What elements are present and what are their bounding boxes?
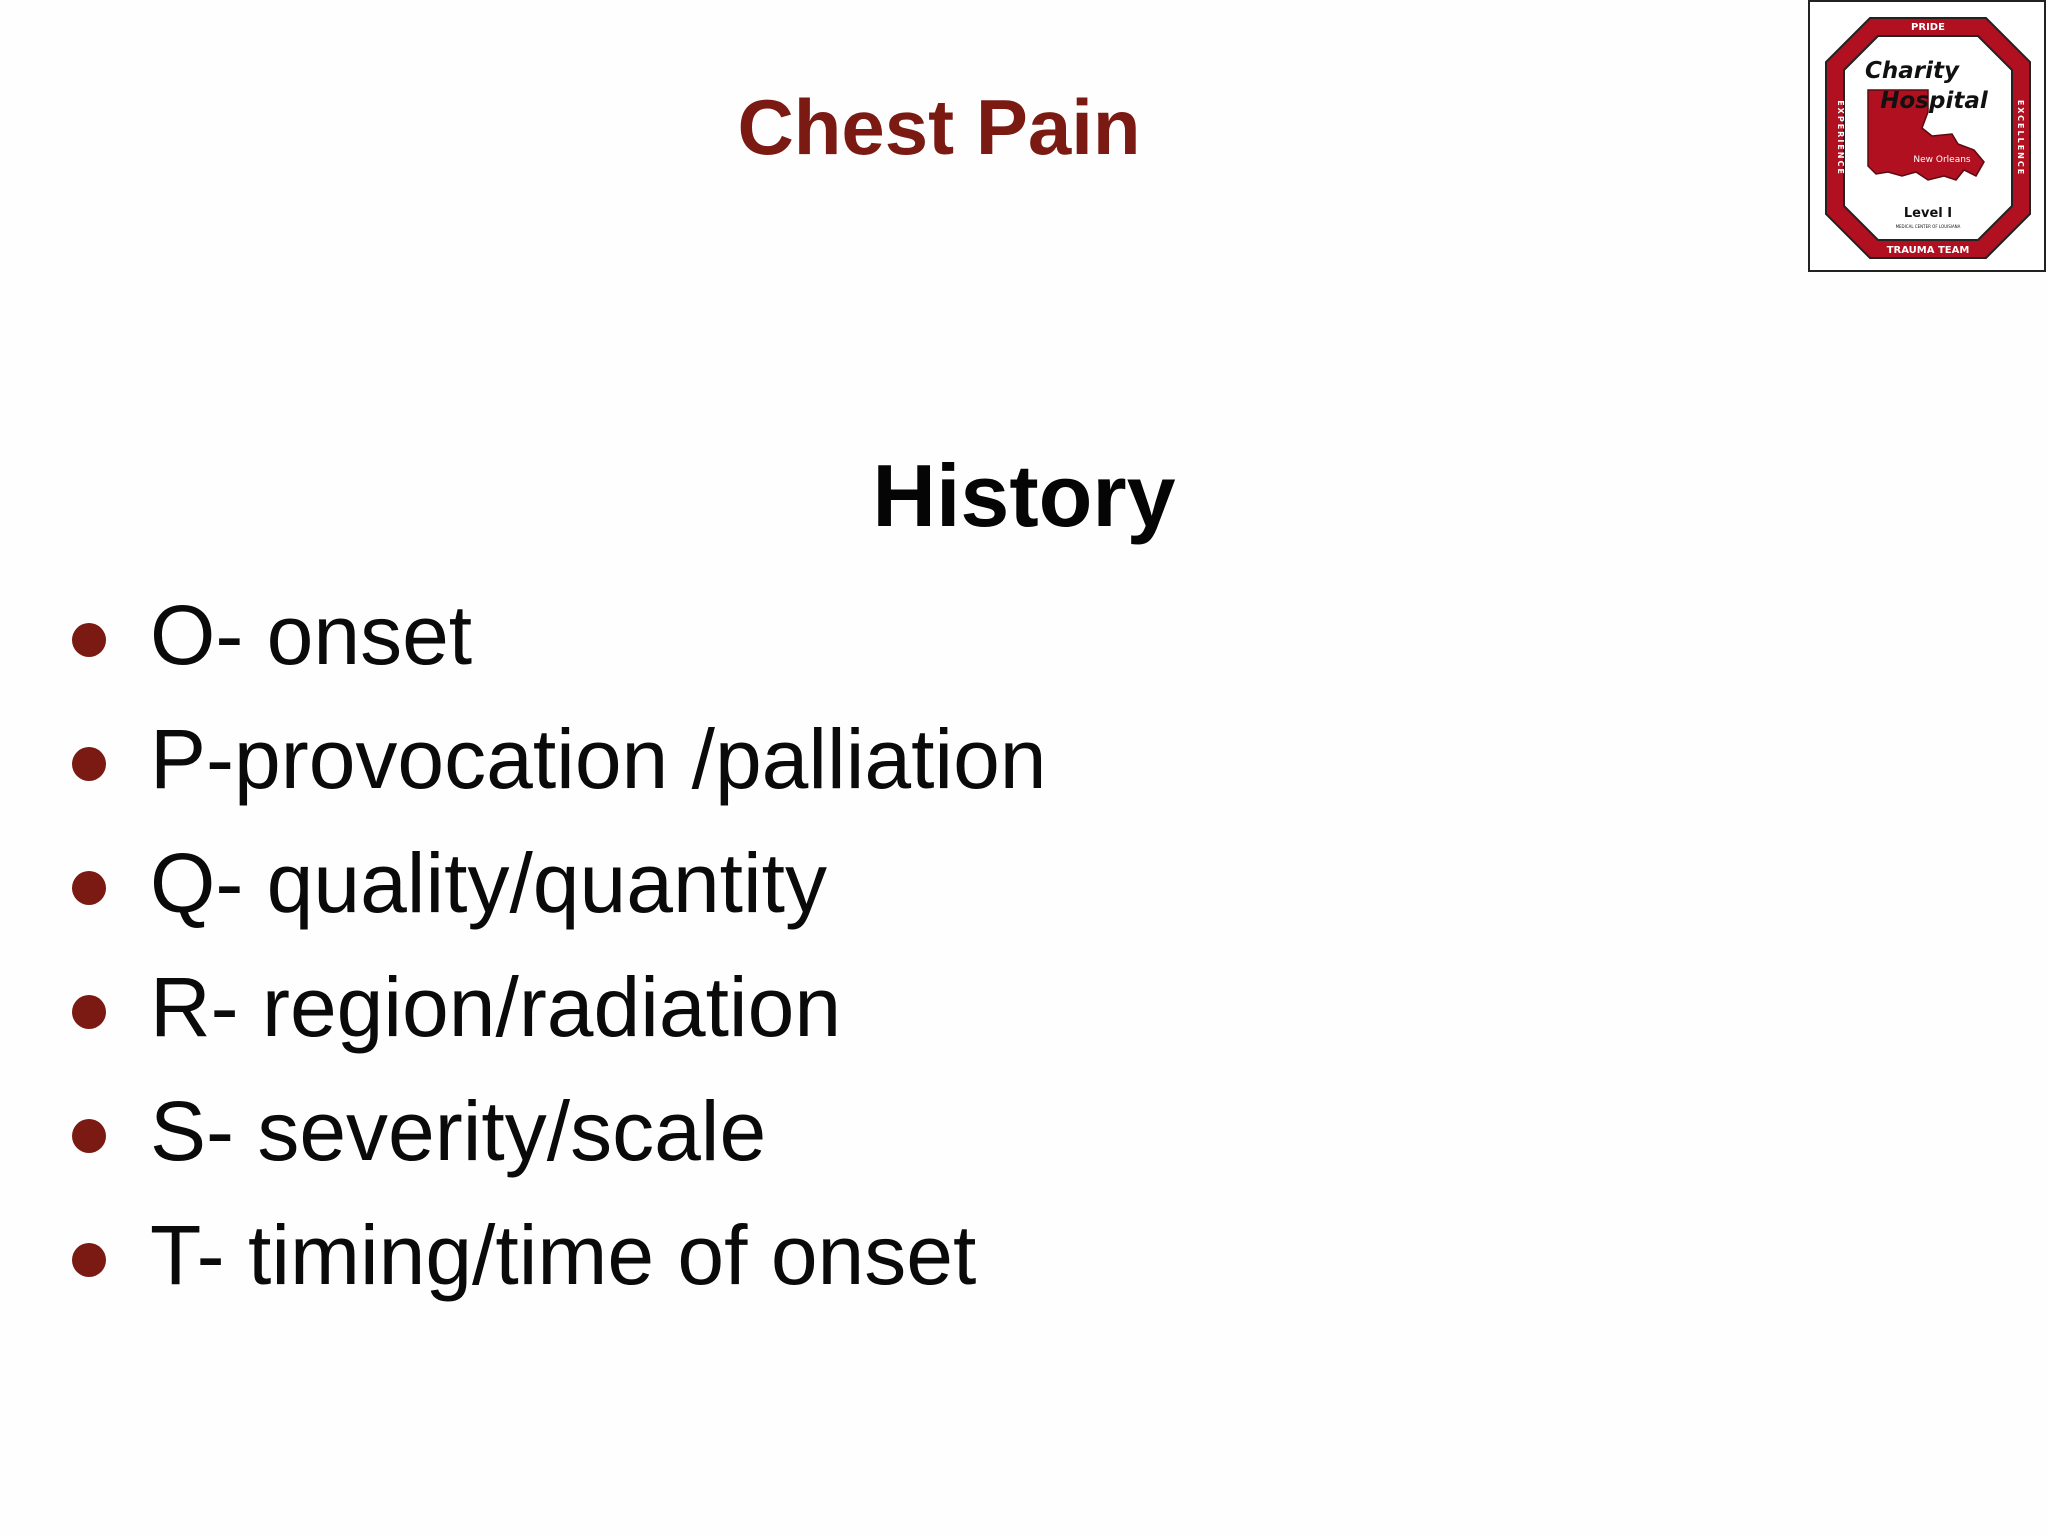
logo-top-text: PRIDE [1911, 22, 1945, 33]
list-item [72, 1069, 1047, 1193]
bullet-text: S- severity/scale [150, 1084, 767, 1178]
bullet-text: R- region/radiation [150, 960, 842, 1054]
logo-name-line2: Hospital [1880, 88, 1988, 114]
bullet-icon [72, 871, 106, 905]
bullet-text: P-provocation /palliation [150, 712, 1047, 806]
logo-bottom-text: TRAUMA TEAM [1886, 245, 1970, 256]
logo-small-text: MEDICAL CENTER OF LOUISIANA [1895, 224, 1961, 229]
list-item [72, 945, 1047, 1069]
list-item [72, 697, 1047, 821]
slide-subtitle: History [872, 446, 1176, 545]
logo-left-text: EXPERIENCE [1836, 100, 1845, 176]
logo-name-line1: Charity [1865, 58, 1959, 84]
logo-right-text: EXCELLENCE [2016, 99, 2025, 177]
bullet-icon [72, 747, 106, 781]
bullet-text: Q- quality/quantity [150, 836, 828, 930]
logo-city: New Orleans [1913, 155, 1971, 165]
bullet-icon [72, 623, 106, 657]
list-item [72, 821, 1047, 945]
bullet-icon [72, 995, 106, 1029]
charity-hospital-logo [1808, 0, 2046, 272]
logo-level: Level I [1903, 206, 1953, 221]
bullet-list [72, 573, 1047, 1317]
bullet-text: T- timing/time of onset [150, 1208, 977, 1302]
charity-hospital-seal-icon [1824, 16, 2032, 260]
bullet-icon [72, 1119, 106, 1153]
list-item [72, 573, 1047, 697]
list-item [72, 1193, 1047, 1317]
bullet-text: O- onset [150, 588, 473, 682]
slide-title: Chest Pain [737, 83, 1141, 171]
bullet-icon [72, 1243, 106, 1277]
